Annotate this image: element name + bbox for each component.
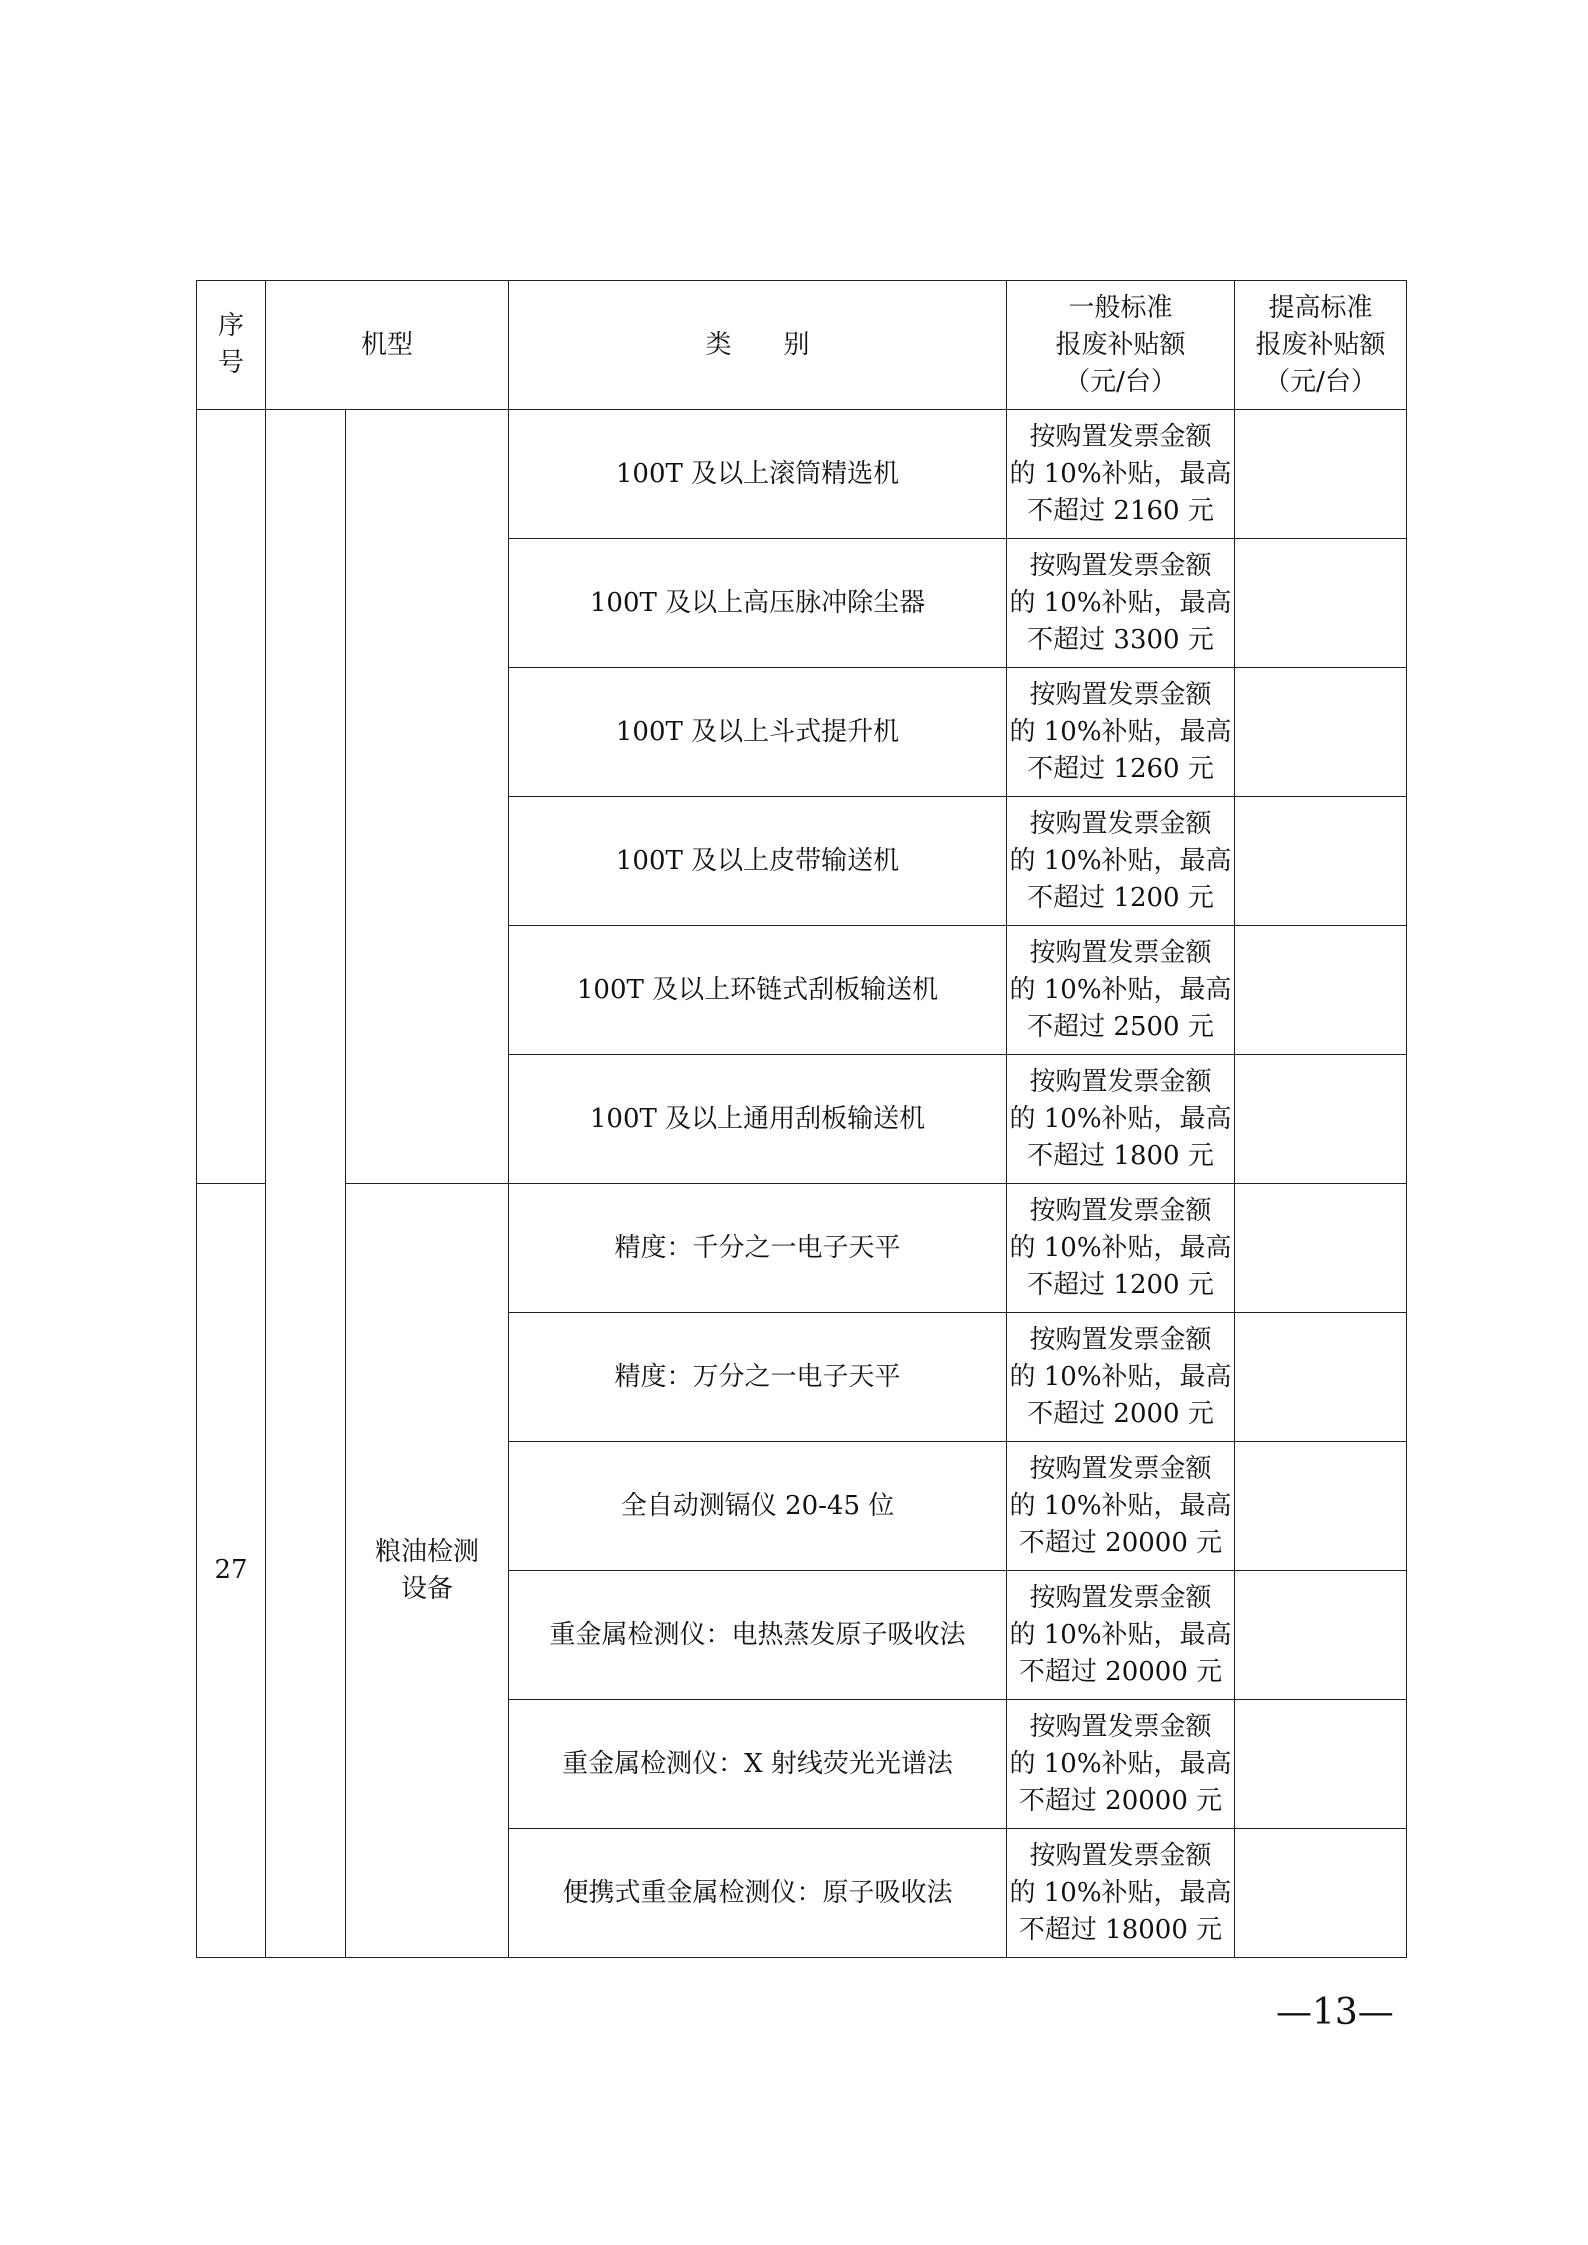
table-row	[197, 410, 1407, 539]
general-standard-cell: 按购置发票金额 的 10%补贴，最高 不超过 1200 元	[1007, 1184, 1235, 1313]
raised-standard-cell	[1235, 668, 1407, 797]
header-model: 机型	[266, 281, 509, 410]
category-cell: 便携式重金属检测仪：原子吸收法	[509, 1829, 1007, 1958]
general-standard-cell: 按购置发票金额 的 10%补贴，最高 不超过 18000 元	[1007, 1829, 1235, 1958]
general-standard-cell: 按购置发票金额 的 10%补贴，最高 不超过 2500 元	[1007, 926, 1235, 1055]
subtype-cell-continued	[346, 410, 509, 1184]
raised-standard-cell	[1235, 1055, 1407, 1184]
table-row	[197, 1184, 1407, 1313]
general-standard-cell: 按购置发票金额 的 10%补贴，最高 不超过 1200 元	[1007, 797, 1235, 926]
header-category: 类 别	[509, 281, 1007, 410]
page-number: —13—	[1276, 1992, 1394, 2033]
category-cell: 100T 及以上高压脉冲除尘器	[509, 539, 1007, 668]
general-standard-cell: 按购置发票金额 的 10%补贴，最高 不超过 20000 元	[1007, 1571, 1235, 1700]
seq-cell-continued	[197, 410, 266, 1184]
general-standard-cell: 按购置发票金额 的 10%补贴，最高 不超过 20000 元	[1007, 1700, 1235, 1829]
raised-standard-cell	[1235, 1313, 1407, 1442]
category-cell: 精度：千分之一电子天平	[509, 1184, 1007, 1313]
raised-standard-cell	[1235, 1442, 1407, 1571]
category-cell: 100T 及以上皮带输送机	[509, 797, 1007, 926]
general-standard-cell: 按购置发票金额 的 10%补贴，最高 不超过 1260 元	[1007, 668, 1235, 797]
general-standard-cell: 按购置发票金额 的 10%补贴，最高 不超过 3300 元	[1007, 539, 1235, 668]
category-cell: 重金属检测仪：X 射线荧光光谱法	[509, 1700, 1007, 1829]
raised-standard-cell	[1235, 797, 1407, 926]
category-cell: 重金属检测仪：电热蒸发原子吸收法	[509, 1571, 1007, 1700]
raised-standard-cell	[1235, 1829, 1407, 1958]
category-cell: 精度：万分之一电子天平	[509, 1313, 1007, 1442]
raised-standard-cell	[1235, 410, 1407, 539]
raised-standard-cell	[1235, 926, 1407, 1055]
header-raised-standard: 提高标准 报废补贴额 （元/台）	[1235, 281, 1407, 410]
category-cell: 100T 及以上通用刮板输送机	[509, 1055, 1007, 1184]
header-seq: 序 号	[197, 281, 266, 410]
category-cell: 100T 及以上滚筒精选机	[509, 410, 1007, 539]
category-cell: 100T 及以上斗式提升机	[509, 668, 1007, 797]
general-standard-cell: 按购置发票金额 的 10%补贴，最高 不超过 20000 元	[1007, 1442, 1235, 1571]
subtype-cell: 粮油检测 设备	[346, 1184, 509, 1958]
raised-standard-cell	[1235, 539, 1407, 668]
subsidy-table	[196, 280, 1407, 1958]
raised-standard-cell	[1235, 1571, 1407, 1700]
model-cell	[266, 410, 346, 1958]
category-cell: 100T 及以上环链式刮板输送机	[509, 926, 1007, 1055]
general-standard-cell: 按购置发票金额 的 10%补贴，最高 不超过 2160 元	[1007, 410, 1235, 539]
table-header-row	[197, 281, 1407, 410]
header-general-standard: 一般标准 报废补贴额 （元/台）	[1007, 281, 1235, 410]
seq-cell: 27	[197, 1184, 266, 1958]
category-cell: 全自动测镉仪 20-45 位	[509, 1442, 1007, 1571]
general-standard-cell: 按购置发票金额 的 10%补贴，最高 不超过 2000 元	[1007, 1313, 1235, 1442]
raised-standard-cell	[1235, 1700, 1407, 1829]
general-standard-cell: 按购置发票金额 的 10%补贴，最高 不超过 1800 元	[1007, 1055, 1235, 1184]
raised-standard-cell	[1235, 1184, 1407, 1313]
